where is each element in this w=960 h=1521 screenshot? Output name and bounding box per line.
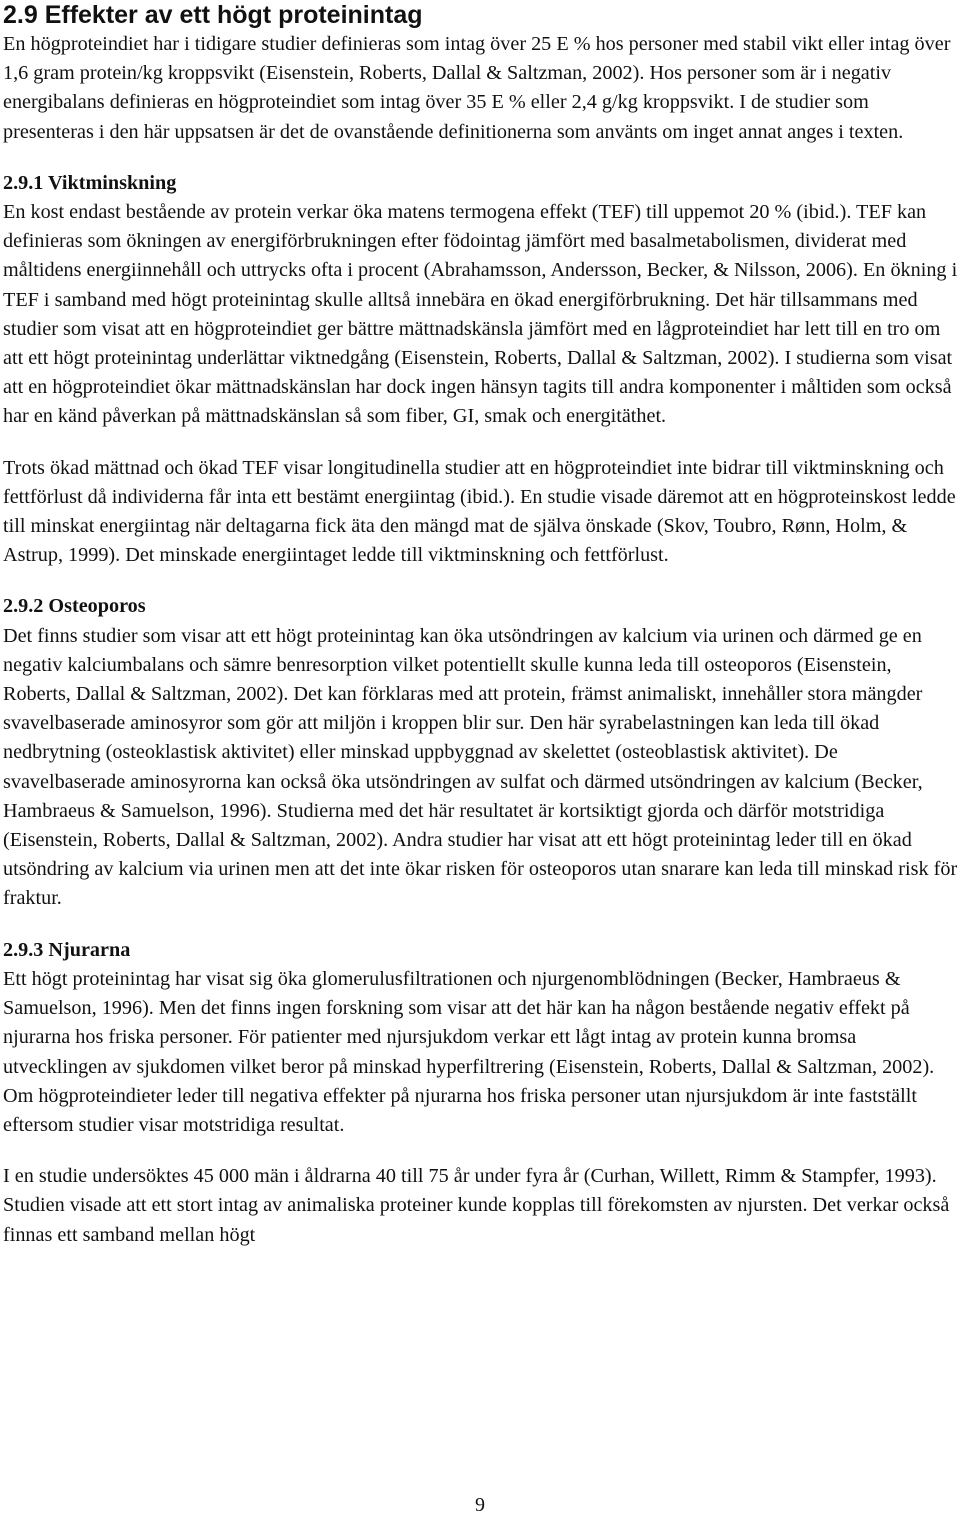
subsection-title-njurarna: 2.9.3 Njurarna: [3, 938, 131, 961]
paragraph: Det finns studier som visar att ett högt proteinintag kan öka utsöndringen av kalcium via urinen och därmed ge en negativ kalciumbalans och sämre benresorption vilket potentiellt skulle kunna leda till osteoporos (Eisenstein, Roberts, Dallal & Saltzman, 2002). Det kan förklaras med att protein, främst animaliskt, innehåller stora mängder svavelbaserade aminosyror som gör att miljön i kroppen blir sur. Den här syrabelastningen kan leda till ökad nedbrytning (osteoklastisk aktivitet) eller minskad uppbyggnad av skelettet (osteoblastisk aktivitet). De svavelbaserade aminosyrorna kan också öka utsöndringen av sulfat och därmed utsöndringen av kalcium (Becker, Hambraeus & Samuelson, 1996). Studierna med det här resultatet är kortsiktigt gjorda och därför motstridiga (Eisenstein, Roberts, Dallal & Saltzman, 2002). Andra studier har visat att ett högt proteinintag leder till en ökad utsöndring av kalcium via urinen men att det inte ökar risken för osteoporos utan snarare kan leda till minskad risk för fraktur.: [3, 624, 958, 910]
document-page: [3, 0, 958, 1250]
paragraph: Ett högt proteinintag har visat sig öka glomerulusfiltrationen och njurgenomblödningen (Becker, Hambraeus & Samuelson, 1996). Men det finns ingen forskning som visar att det här kan ha någon bestående negativ effekt på njurarna hos friska personer. För patienter med njursjukdom verkar ett lågt intag av protein kunna bromsa utvecklingen av sjukdomen vilket beror på minskad hyperfiltrering (Eisenstein, Roberts, Dallal & Saltzman, 2002). Om högproteindieter leder till negativa effekter på njurarna hos friska personer utan njursjukdom är inte fastställt eftersom studier visar motstridiga resultat.: [3, 967, 935, 1136]
page-number: 9: [475, 1494, 485, 1516]
paragraph: I en studie undersöktes 45 000 män i åldrarna 40 till 75 år under fyra år (Curhan, Willett, Rimm & Stampfer, 1993). Studien visade att ett stort intag av animaliska proteiner kunde kopplas till förekomsten av njursten. Det verkar också finnas ett samband mellan högt: [3, 1165, 950, 1246]
spacer: [3, 1140, 958, 1162]
spacer: [3, 914, 958, 936]
spacer: [3, 147, 958, 169]
spacer: [3, 570, 958, 592]
subsection-title-osteoporos: 2.9.2 Osteoporos: [3, 595, 146, 618]
spacer: [3, 432, 958, 454]
paragraph: En kost endast bestående av protein verkar öka matens termogena effekt (TEF) till uppemot 20 % (ibid.). TEF kan definieras som ökningen av energiförbrukningen efter födointag jämfört med basalmetabolismen, dividerat med måltidens energiinnehåll och uttrycks ofta i procent (Abrahamsson, Andersson, Becker, & Nilsson, 2006). En ökning i TEF i samband med högt proteinintag skulle alltså innebära en ökad energiförbrukning. Det här tillsammans med studier som visat att en högproteindiet ger bättre mättnadskänsla jämfört med en lågproteindiet har lett till en tro om att ett högt proteinintag underlättar viktnedgång (Eisenstein, Roberts, Dallal & Saltzman, 2002). I studierna som visat att en högproteindiet ökar mättnadskänslan har dock ingen hänsyn tagits till andra komponenter i måltiden som också har en känd påverkan på mättnadskänslan så som fiber, GI, smak och energitäthet.: [3, 201, 958, 428]
intro-paragraph: En högproteindiet har i tidigare studier definieras som intag över 25 E % hos personer med stabil vikt eller intag över 1,6 gram protein/kg kroppsvikt (Eisenstein, Roberts, Dallal & Saltzman, 2002). Hos personer som är i negativ energibalans definieras en högproteindiet som intag över 35 E % eller 2,4 g/kg kroppsvikt. I de studier som presenteras i den här uppsatsen är det de ovanstående definitionerna som använts om inget annat anges i texten.: [3, 33, 951, 143]
subsection-title-viktminskning: 2.9.1 Viktminskning: [3, 171, 177, 194]
section-title: 2.9 Effekter av ett högt proteinintag: [3, 1, 423, 29]
paragraph: Trots ökad mättnad och ökad TEF visar longitudinella studier att en högproteindiet inte bidrar till viktminskning och fettförlust då individerna får inta ett bestämt energiintag (ibid.). En studie visade däremot att en högproteinskost ledde till minskat energiintag när deltagarna fick äta den mängd mat de själva önskade (Skov, Toubro, Rønn, Holm, & Astrup, 1999). Det minskade energiintaget ledde till viktminskning och fettförlust.: [3, 456, 956, 567]
